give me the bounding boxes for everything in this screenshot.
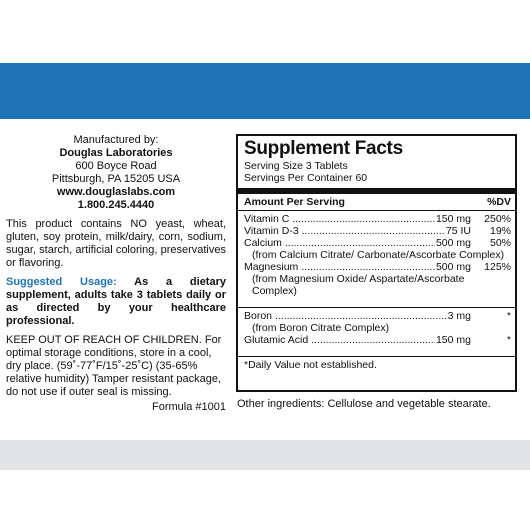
dv-header: %DV xyxy=(487,196,511,208)
usage-label: Suggested Usage: xyxy=(6,276,117,288)
dv-footnote: *Daily Value not established. xyxy=(244,359,377,371)
nutrient-row: Magnesium ..... 500 mg 125% xyxy=(244,261,511,273)
nutrient-row: Glutamic Acid ..... 150 mg * xyxy=(244,334,511,346)
servings-per-container: Servings Per Container 60 xyxy=(244,172,368,184)
supplement-facts-panel xyxy=(236,134,517,392)
thin-divider xyxy=(238,356,515,357)
manufacturer-address1: 600 Boyce Road xyxy=(75,160,157,172)
amount-per-serving-header: Amount Per Serving xyxy=(244,196,345,208)
nutrient-source: (from Calcium Citrate/ Carbonate/Ascorbate Complex) xyxy=(252,249,505,261)
manufacturer-heading: Manufactured by: xyxy=(73,134,159,146)
facts-title: Supplement Facts xyxy=(244,138,403,159)
nutrient-row: Boron ..... 3 mg * xyxy=(244,310,511,322)
header-band xyxy=(0,63,530,119)
manufacturer-phone: 1.800.245.4440 xyxy=(77,199,155,211)
nutrient-row: Calcium ..... 500 mg 50% xyxy=(244,237,511,249)
usage-text: As a dietary supplement, adults take 3 tablets daily or as directed by your healthcare professional. xyxy=(6,276,226,327)
storage-warning: KEEP OUT OF REACH OF CHILDREN. For optimal storage conditions, store in a cool, dry place. (59˚-77˚F/15˚-25˚C) (35-65% relative humidity) Tamper resistant package, do not use if outer seal is missing. xyxy=(6,334,222,398)
serving-size: Serving Size 3 Tablets xyxy=(244,160,348,172)
formula-number: Formula #1001 xyxy=(152,401,226,413)
manufacturer-block xyxy=(6,134,226,212)
other-ingredients: Other ingredients: Cellulose and vegetable stearate. xyxy=(237,398,491,410)
facts-header-row xyxy=(244,196,511,208)
nutrient-row: Vitamin D-3 ..... 75 IU 19% xyxy=(244,225,511,237)
manufacturer-address2: Pittsburgh, PA 15205 USA xyxy=(51,173,181,185)
nutrient-row: Vitamin C ..... 150 mg 250% xyxy=(244,213,511,225)
free-from-statement: This product contains NO yeast, wheat, gluten, soy protein, milk/dairy, corn, sodium, sugar, starch, artificial coloring, preservatives or flavoring. xyxy=(6,218,226,269)
suggested-usage xyxy=(6,276,226,328)
thick-divider xyxy=(238,188,515,194)
nutrient-source: (from Boron Citrate Complex) xyxy=(252,322,390,334)
manufacturer-company: Douglas Laboratories xyxy=(59,147,173,159)
thin-divider xyxy=(238,307,515,308)
label-left-column xyxy=(6,134,226,414)
manufacturer-website: www.douglaslabs.com xyxy=(56,186,176,198)
thin-divider xyxy=(238,210,515,211)
footer-band xyxy=(0,440,530,470)
nutrient-source: (from Magnesium Oxide/ Aspartate/Ascorbate Complex) xyxy=(252,273,465,297)
